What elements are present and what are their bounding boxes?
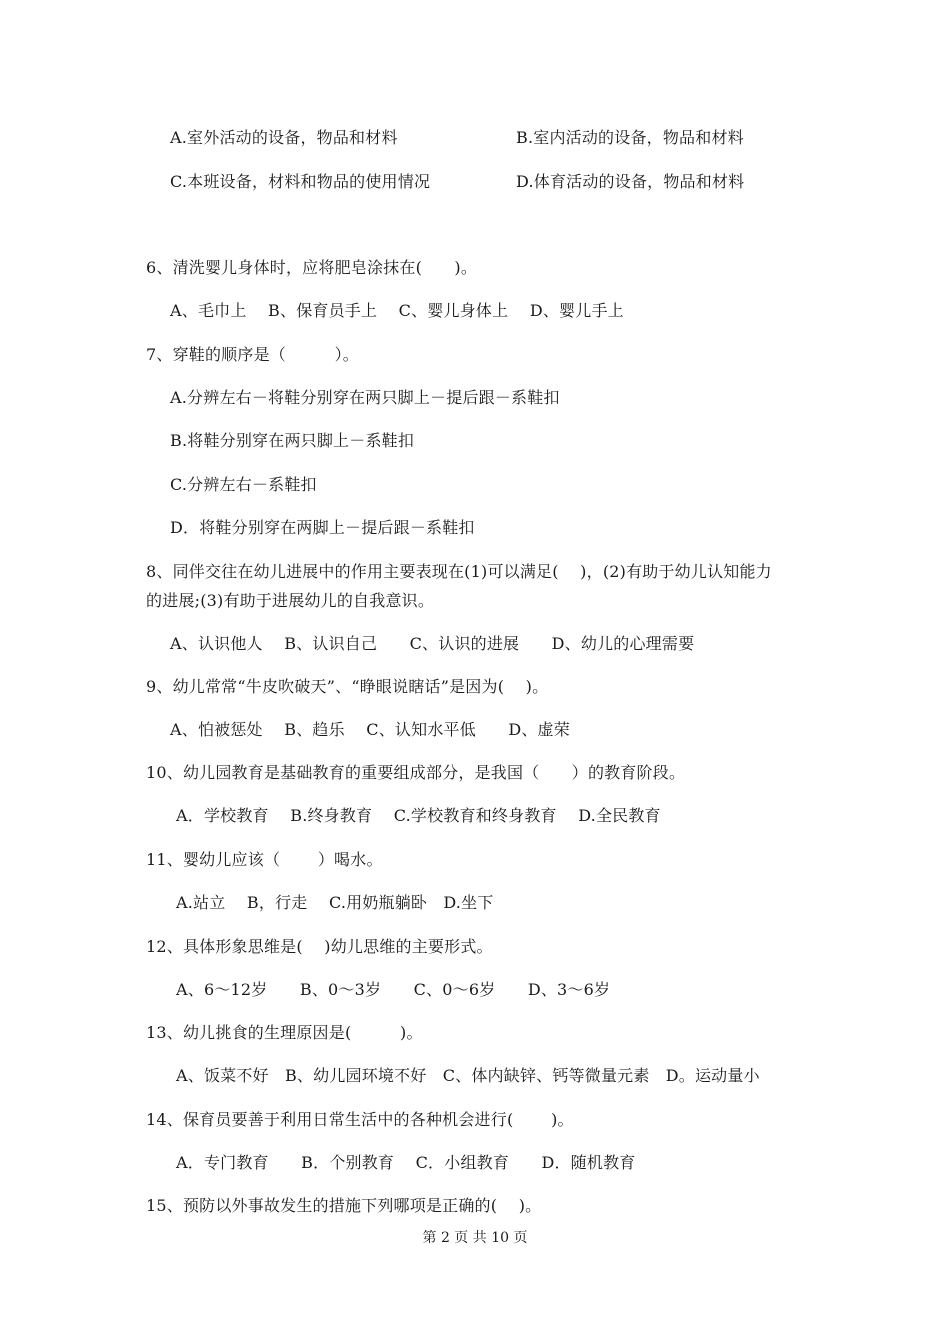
q11-stem: 11、婴幼儿应该（ ）喝水。: [146, 850, 383, 869]
q10-options: A．学校教育 B.终身教育 C.学校教育和终身教育 D.全民教育: [176, 806, 661, 825]
page-number-footer: 第 2 页 共 10 页: [422, 1230, 528, 1246]
q9-stem: 9、幼儿常常“牛皮吹破天”、“睁眼说瞎话”是因为( )。: [146, 677, 549, 696]
q14-options: A．专门教育 B．个别教育 C．小组教育 D．随机教育: [176, 1153, 636, 1172]
q7-stem: 7、穿鞋的顺序是（ ）。: [146, 345, 359, 364]
q12-stem: 12、具体形象思维是( )幼儿思维的主要形式。: [146, 937, 493, 956]
q8-stem-line2: 的进展;(3)有助于进展幼儿的自我意识。: [146, 591, 435, 610]
q8-options: A、认识他人 B、认识自己 C、认识的进展 D、幼儿的心理需要: [170, 634, 695, 653]
q9-options: A、怕被惩处 B、趋乐 C、认知水平低 D、虚荣: [170, 720, 570, 739]
q12-options: A、6～12岁 B、0～3岁 C、0～6岁 D、3～6岁: [176, 980, 611, 999]
q5-option-c: C.本班设备，材料和物品的使用情况: [170, 172, 431, 191]
q8-stem-line1: 8、同伴交往在幼儿进展中的作用主要表现在(1)可以满足( )，(2)有助于幼儿认知能力: [146, 562, 772, 581]
q5-option-b: B.室内活动的设备，物品和材料: [516, 128, 744, 147]
q6-stem: 6、清洗婴儿身体时，应将肥皂涂抹在( )。: [146, 258, 478, 277]
q11-options: A.站立 B，行走 C.用奶瓶躺卧 D.坐下: [176, 893, 494, 912]
q7-option-a: A.分辨左右－将鞋分别穿在两只脚上－提后跟－系鞋扣: [170, 388, 560, 407]
q7-option-d: D．将鞋分别穿在两脚上－提后跟－系鞋扣: [170, 518, 475, 537]
q13-options: A、饭菜不好 B、幼儿园环境不好 C、体内缺锌、钙等微量元素 D。运动量小: [176, 1066, 760, 1085]
q10-stem: 10、幼儿园教育是基础教育的重要组成部分，是我国（ ）的教育阶段。: [146, 763, 686, 782]
q15-stem: 15、预防以外事故发生的措施下列哪项是正确的( )。: [146, 1196, 542, 1215]
q6-options: A、毛巾上 B、保育员手上 C、婴儿身体上 D、婴儿手上: [170, 301, 624, 320]
q14-stem: 14、保育员要善于利用日常生活中的各种机会进行( )。: [146, 1110, 574, 1129]
q5-option-a: A.室外活动的设备，物品和材料: [170, 128, 398, 147]
q13-stem: 13、幼儿挑食的生理原因是( )。: [146, 1023, 423, 1042]
q5-option-d: D.体育活动的设备，物品和材料: [516, 172, 745, 191]
q7-option-b: B.将鞋分别穿在两只脚上－系鞋扣: [170, 431, 415, 450]
q7-option-c: C.分辨左右－系鞋扣: [170, 475, 317, 494]
